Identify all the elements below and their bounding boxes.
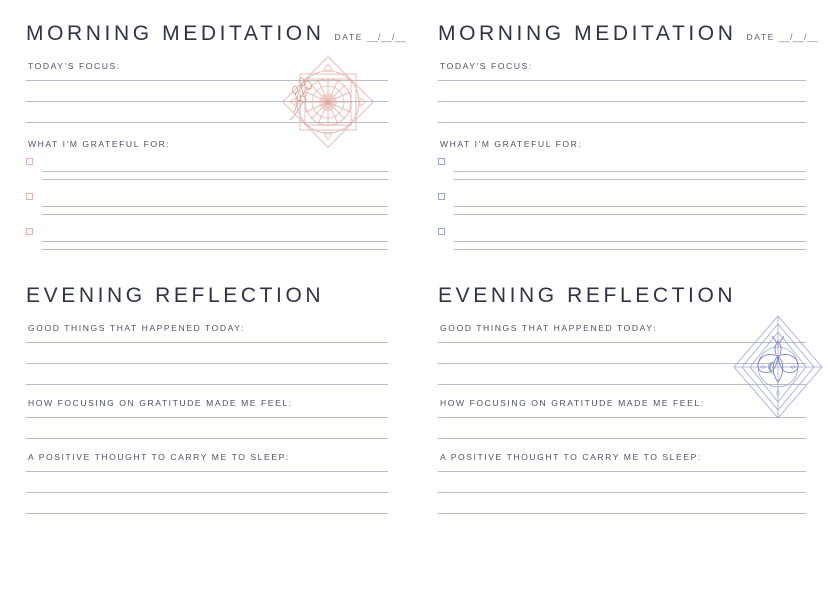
write-line[interactable] bbox=[42, 214, 388, 215]
gratitude-feeling-lines-left[interactable] bbox=[26, 417, 388, 439]
write-line[interactable] bbox=[26, 122, 388, 123]
write-line[interactable] bbox=[438, 80, 806, 81]
write-line[interactable] bbox=[454, 241, 806, 242]
checkbox-icon[interactable] bbox=[438, 228, 445, 235]
write-line[interactable] bbox=[454, 249, 806, 250]
write-line[interactable] bbox=[438, 492, 806, 493]
todays-focus-lines-left[interactable] bbox=[26, 80, 388, 123]
positive-thought-lines-right[interactable] bbox=[438, 471, 806, 514]
write-line[interactable] bbox=[26, 513, 388, 514]
list-item[interactable] bbox=[26, 228, 388, 236]
write-line[interactable] bbox=[26, 363, 388, 364]
todays-focus-label-right: TODAY'S FOCUS: bbox=[440, 61, 533, 72]
write-line[interactable] bbox=[26, 417, 388, 418]
grateful-label-right: WHAT I'M GRATEFUL FOR: bbox=[440, 139, 583, 150]
write-line[interactable] bbox=[42, 171, 388, 172]
write-line[interactable] bbox=[26, 384, 388, 385]
checkbox-icon[interactable] bbox=[26, 228, 33, 235]
positive-thought-label-right: A POSITIVE THOUGHT TO CARRY ME TO SLEEP: bbox=[440, 452, 702, 463]
date-blanks-left: __/__/__ bbox=[366, 32, 407, 43]
evening-heading-row-left bbox=[26, 284, 388, 307]
date-field-right[interactable] bbox=[747, 32, 819, 45]
positive-thought-lines-left[interactable] bbox=[26, 471, 388, 514]
morning-title-right: MORNING MEDITATION bbox=[438, 22, 737, 45]
gratitude-feeling-label-left: HOW FOCUSING ON GRATITUDE MADE ME FEEL: bbox=[28, 398, 293, 409]
gratitude-feeling-label-right: HOW FOCUSING ON GRATITUDE MADE ME FEEL: bbox=[440, 398, 705, 409]
write-line[interactable] bbox=[26, 80, 388, 81]
checkbox-icon[interactable] bbox=[438, 158, 445, 165]
evening-heading-row-right bbox=[438, 284, 806, 307]
good-things-label-left: GOOD THINGS THAT HAPPENED TODAY: bbox=[28, 323, 246, 334]
write-line[interactable] bbox=[454, 179, 806, 180]
write-line[interactable] bbox=[438, 101, 806, 102]
list-item[interactable] bbox=[438, 228, 806, 236]
write-line[interactable] bbox=[26, 492, 388, 493]
good-things-lines-left[interactable] bbox=[26, 342, 388, 385]
list-item[interactable] bbox=[26, 158, 388, 166]
write-line[interactable] bbox=[42, 206, 388, 207]
write-line[interactable] bbox=[454, 206, 806, 207]
list-item[interactable] bbox=[26, 193, 388, 201]
write-line[interactable] bbox=[42, 249, 388, 250]
write-line[interactable] bbox=[26, 101, 388, 102]
date-label-right: DATE bbox=[746, 32, 775, 43]
checkbox-icon[interactable] bbox=[26, 193, 33, 200]
morning-heading-row-left bbox=[26, 22, 407, 45]
write-line[interactable] bbox=[454, 171, 806, 172]
write-line[interactable] bbox=[454, 214, 806, 215]
write-line[interactable] bbox=[438, 513, 806, 514]
positive-thought-label-left: A POSITIVE THOUGHT TO CARRY ME TO SLEEP: bbox=[28, 452, 290, 463]
write-line[interactable] bbox=[438, 122, 806, 123]
date-label-left: DATE bbox=[334, 32, 363, 43]
write-line[interactable] bbox=[42, 179, 388, 180]
moth-geometric-ornament bbox=[730, 312, 826, 427]
evening-title-left: EVENING REFLECTION bbox=[26, 284, 325, 308]
write-line[interactable] bbox=[42, 241, 388, 242]
morning-title-left: MORNING MEDITATION bbox=[26, 22, 325, 45]
morning-heading-row-right bbox=[438, 22, 819, 45]
todays-focus-label-left: TODAY'S FOCUS: bbox=[28, 61, 121, 72]
checkbox-icon[interactable] bbox=[438, 193, 445, 200]
todays-focus-lines-right[interactable] bbox=[438, 80, 806, 123]
grateful-label-left: WHAT I'M GRATEFUL FOR: bbox=[28, 139, 171, 150]
date-blanks-right: __/__/__ bbox=[778, 32, 819, 43]
evening-title-right: EVENING REFLECTION bbox=[438, 284, 737, 308]
write-line[interactable] bbox=[26, 438, 388, 439]
grateful-list-right bbox=[438, 158, 806, 250]
write-line[interactable] bbox=[438, 438, 806, 439]
list-item[interactable] bbox=[438, 193, 806, 201]
write-line[interactable] bbox=[26, 471, 388, 472]
checkbox-icon[interactable] bbox=[26, 158, 33, 165]
write-line[interactable] bbox=[438, 471, 806, 472]
grateful-list-left bbox=[26, 158, 388, 250]
write-line[interactable] bbox=[26, 342, 388, 343]
good-things-label-right: GOOD THINGS THAT HAPPENED TODAY: bbox=[440, 323, 658, 334]
journal-page-right bbox=[414, 0, 828, 594]
list-item[interactable] bbox=[438, 158, 806, 166]
date-field-left[interactable] bbox=[335, 32, 407, 45]
